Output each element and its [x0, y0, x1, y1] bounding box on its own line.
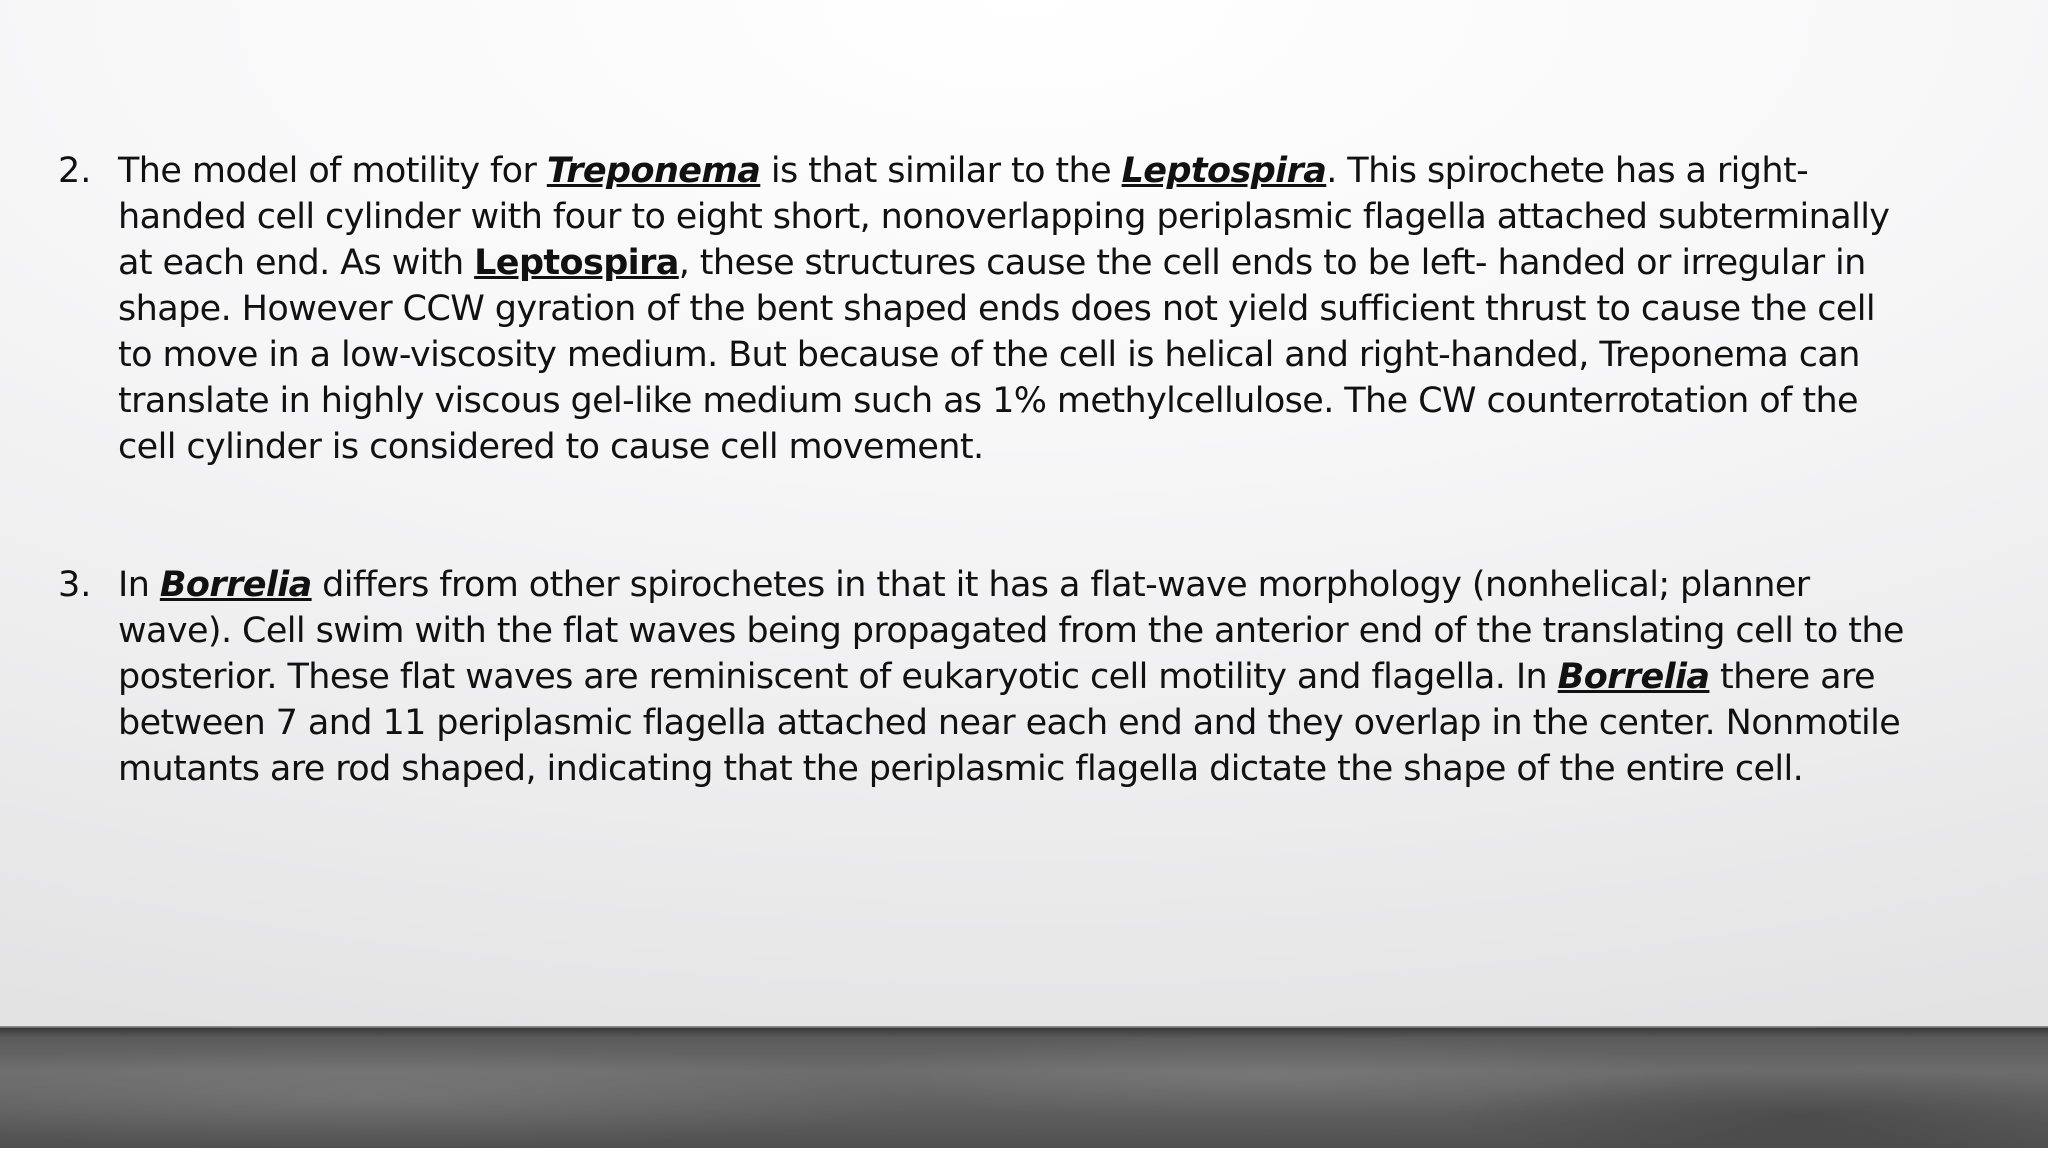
genus-borrelia: Borrelia	[159, 565, 312, 605]
text-segment: , these structures cause the cell ends to be left- handed or irregular in shape. However CCW gyration of the bent shaped ends does not yield sufficient thrust to cause the cell to move in a low-viscosity medium. But because of the cell is helical and right-handed, Treponema can translate in highly viscous gel-like medium such as 1% methylcellulose. The CW counterrotation of the cell cylinder is considered to cause cell movement.	[118, 243, 1876, 467]
text-segment: differs from other spirochetes in that it has a flat-wave morphology (nonhelical; planner wave). Cell swim with the flat waves being propagated from the anterior end of the translating cell to the posterior. These flat waves are reminiscent of eukaryotic cell motility and flagella. In	[118, 565, 1904, 697]
list-item-3	[58, 562, 1908, 792]
paragraph-borrelia	[118, 562, 1908, 792]
genus-borrelia-second: Borrelia	[1557, 657, 1710, 697]
list-item-2	[58, 148, 1908, 470]
genus-treponema: Treponema	[546, 151, 761, 191]
text-segment: is that similar to the	[760, 151, 1122, 191]
text-segment: there are between 7 and 11 periplasmic flagella attached near each end and they overlap in the center. Nonmotile mutants are rod shaped, indicating that the periplasmic flagella dictate the shape of the entire cell.	[118, 657, 1901, 789]
list-number: 3.	[58, 565, 92, 605]
list-number: 2.	[58, 151, 92, 191]
text-segment: . This spirochete has a right-handed cell cylinder with four to eight short, nonoverlapping periplasmic flagella attached subterminally at each end. As with	[118, 151, 1890, 283]
concrete-floor-background	[0, 1028, 2048, 1152]
slide-body	[58, 148, 1908, 792]
genus-leptospira: Leptospira	[1121, 151, 1327, 191]
text-segment: The model of motility for	[118, 151, 547, 191]
paragraph-treponema	[118, 148, 1908, 470]
bottom-strip	[0, 1148, 2048, 1152]
text-segment: In	[118, 565, 160, 605]
genus-leptospira-bold: Leptospira	[474, 243, 679, 283]
